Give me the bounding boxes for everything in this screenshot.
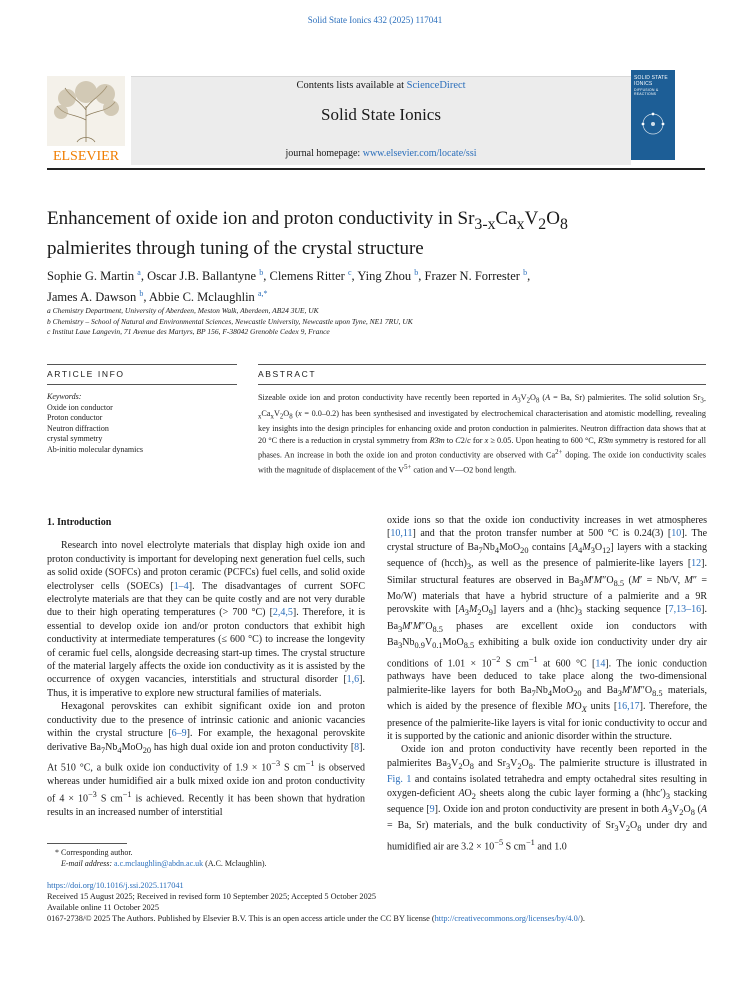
cover-title: SOLID STATE IONICS xyxy=(634,75,668,87)
license-link[interactable]: http://creativecommons.org/licenses/by/4.0/ xyxy=(434,914,581,923)
affiliations xyxy=(47,306,707,338)
author-name[interactable]: Sophie G. Martin xyxy=(47,269,135,284)
body-column-right: oxide ions so that the oxide ion conductivity increases in wet atmospheres [10,11] and that the proton transfer number at 500 °C is 0.24(3) [10]. The crystal structure of $Ba_7Nb_4MoO_{20}$ contains $[A_4M_3O_{12}]$ layers with a stacking sequence of $(hcch)_3$, as well as the presence of palmierite-like layers [12]. Similar structural features are observed in $Ba_3M'M''O_{8.5}$ (M′ = Nb/V, M″ = Mo/W) materials that have a hybrid structure of a palmierite and a 9R perovskite with $[A_3M_2O_9]$ layers and a $(hhc)_3$ stacking sequence [7,13–16]. $Ba_3M'M''O_{8.5}$ phases are excellent oxide ion conductors with $Ba_3Nb_{0.9}V_{0.1}MoO_{8.5}$ exhibiting a bulk oxide ion conductivity under dry air conditions of $1.01 \times 10^{-2}$ S $cm^{-1}$ at 600 °C [14]. The ionic conduction pathways have been deduced to take place along the two-dimensional palmierite-like layers for both $Ba_7Nb_4MoO_{20}$ and $Ba_3M'M''O_{8.5}$ materials, which is aided by the presence of flexible $MO_X$ units [16,17]. Therefore, the presence of the palmierite-like layers is vital for ionic conductivity to occur and it is supported by the cationic and anionic disorder within the structure. Oxide ion and proton conductivity have recently been reported in the palmierites $Ba_3V_2O_8$ and $Sr_3V_2O_8$. The palmierite structure is illustrated in Fig. 1 and contains isolated tetrahedra and empty octahedral sites resulting in oxygen-deficient $AO_2$ sheets along the cubic layer forming a $(hhc')_3$ stacking sequence [9]. Oxide ion and proton conductivity are present in both $A_3V_2O_8$ (A = Ba, Sr) materials, and the bulk conductivity of $Sr_3V_2O_8$ under dry and humidified air are $3.2 \times 10^{-5}$ S $cm^{-1}$ and 1.0 xyxy=(387,515,708,853)
license-line: 0167-2738/© 2025 The Authors. Published by Elsevier B.V. This is an open access article under the CC BY license (http://creativecommons.org/licenses/by/4.0/). xyxy=(47,914,585,923)
abstract-heading: ABSTRACT xyxy=(258,369,317,379)
affiliation: a Chemistry Department, University of Aberdeen, Meston Walk, Aberdeen, AB24 3UE, UK xyxy=(47,306,319,315)
article-title: Enhancement of oxide ion and proton conductivity in $Sr_{3-x}Ca_xV_2O_8$ palmierites through tuning of the crystal structure xyxy=(47,208,568,259)
keyword: Ab-initio molecular dynamics xyxy=(47,444,143,454)
keywords-label: Keywords: xyxy=(47,392,82,401)
elsevier-logo[interactable] xyxy=(47,76,125,164)
header-rule xyxy=(47,168,705,170)
journal-name: Solid State Ionics xyxy=(321,105,441,124)
section-heading: 1. Introduction xyxy=(47,517,112,528)
journal-cover[interactable] xyxy=(631,70,675,160)
doi-link[interactable]: https://doi.org/10.1016/j.ssi.2025.117041 xyxy=(47,881,184,890)
author-name[interactable]: Oscar J.B. Ballantyne xyxy=(147,269,257,284)
author-name[interactable]: Ying Zhou xyxy=(357,269,412,284)
keyword: Oxide ion conductor xyxy=(47,402,113,412)
corresponding-author-note: * Corresponding author. xyxy=(55,848,133,857)
author-name[interactable]: Abbie C. Mclaughlin xyxy=(148,290,255,305)
received-dates: Received 15 August 2025; Received in revised form 10 September 2025; Accepted 5 October 2025 xyxy=(47,892,377,901)
journal-header xyxy=(131,76,631,165)
keyword: crystal symmetry xyxy=(47,434,103,443)
cover-subtitle: DIFFUSION & REACTIONS xyxy=(634,88,659,96)
keyword: Proton conductor xyxy=(47,413,103,422)
affiliation: c Institut Laue Langevin, 71 Avenue des Martyrs, BP 156, F-38042 Grenoble Cedex 9, France xyxy=(47,327,330,336)
article-footer xyxy=(47,880,707,924)
affiliation: b Chemistry – School of Natural and Environmental Sciences, Newcastle University, Newcastle upon Tyne, NE1 7RU, UK xyxy=(47,316,413,326)
email-link[interactable]: a.c.mclaughlin@abdn.ac.uk xyxy=(114,859,204,868)
author-name[interactable]: Frazer N. Forrester xyxy=(424,269,520,284)
elsevier-wordmark: ELSEVIER xyxy=(52,149,120,164)
keyword: Neutron diffraction xyxy=(47,423,109,433)
cover-graphic xyxy=(631,96,675,146)
homepage-line: journal homepage: www.elsevier.com/locate/ssi xyxy=(285,148,477,159)
author-name[interactable]: James A. Dawson xyxy=(47,290,137,305)
contents-line: Contents lists available at ScienceDirect xyxy=(296,80,466,91)
abstract-rule xyxy=(258,384,706,385)
author-name[interactable]: Clemens Ritter xyxy=(269,269,345,284)
journal-citation[interactable]: Solid State Ionics 432 (2025) 117041 xyxy=(307,15,443,25)
footnotes: * Corresponding author. E-mail address: a.c.mclaughlin@abdn.ac.uk (A.C. Mclaughlin). xyxy=(47,847,377,869)
article-info-rule xyxy=(47,384,237,385)
article-info-rule xyxy=(47,364,237,365)
abstract-rule xyxy=(258,364,706,365)
abstract-text: Sizeable oxide ion and proton conductivity have recently been reported in $A_3V_2O_8$ (A = Ba, Sr) palmierites. The solid solution $Sr_{3-x}Ca_xV_2O_8$ (x = 0.0–0.2) has been synthesised and investigated by electrochemical characterisation and atomistic modelling, revealing key insights into the design principles for enhancing oxide and proton conduction in palmierites. Neutron diffraction data shows that at 20 °C there is a reduction in crystal symmetry from R3̄m to C2/c for x ≥ 0.05. Upon heating to 600 °C, R3̄m symmetry is restored for all phases. An increase in both the oxide ion and proton conductivity are observed with $Ca^{2+}$ doping. The oxide ion conductivity scales with the magnitude of displacement of the $V^{5+}$ cation and V—O2 bond length. xyxy=(258,393,707,475)
sciencedirect-link[interactable]: ScienceDirect xyxy=(406,80,466,91)
footnote-rule xyxy=(47,843,127,844)
online-date: Available online 11 October 2025 xyxy=(47,903,159,912)
article-info-heading: ARTICLE INFO xyxy=(47,369,125,379)
keywords xyxy=(47,392,237,455)
homepage-link[interactable]: www.elsevier.com/locate/ssi xyxy=(362,148,477,159)
body-column-left: 1. Introduction Research into novel electrolyte materials that display high oxide ion and proton conductivity is important for developing next generation fuel cells, such as solid oxide (SOFCs) and proton ceramic (PCFCs) fuel cells, and solid oxide electrolyser cells (SOECs) [1–4]. The disadvantages of current SOFC electrolyte materials are that they can be quite costly and are not very durable due to their high operating temperatures (> 700 °C) [2,4,5]. Therefore, it is essential to develop oxide ion and/or proton conductors that exhibit high conductivity at intermediate temperatures (≤ 600 °C) to increase the longevity of ceramic fuel cells, alongside decreasing start-up times. The crystal structure of the material largely affects the oxide ion conductivity as it is assisted by the occurrence of oxygen vacancies, interstitials and structural disorder [1,6]. Thus, it is imperative to explore new structural families of materials. Hexagonal perovskites can exhibit significant oxide ion and proton conductivity due to the presence of intrinsic cationic and anionic vacancies within the crystal structure [6–9]. For example, the hexagonal perovskite derivative $Ba_7Nb_4MoO_{20}$ has high dual oxide ion and proton conductivity [8]. At 510 °C, a bulk oxide ion conductivity of $1.9 \times 10^{-3}$ S $cm^{-1}$ is observed whereas under humidified air a bulk mixed oxide ion and proton conductivity of $4 \times 10^{-3}$ S $cm^{-1}$ is achieved. Recently it has been shown that hydration results in an increased number of interstitial xyxy=(47,517,366,818)
masthead xyxy=(47,76,719,164)
author-list: Sophie G. Martin $^a$, Oscar J.B. Ballantyne $^b$, Clemens Ritter $^c$, Ying Zhou $^b$, Frazer N. Forrester $^b$, James A. Dawson $^b$, Abbie C. Mclaughlin $^{a,*}$ xyxy=(47,268,531,305)
